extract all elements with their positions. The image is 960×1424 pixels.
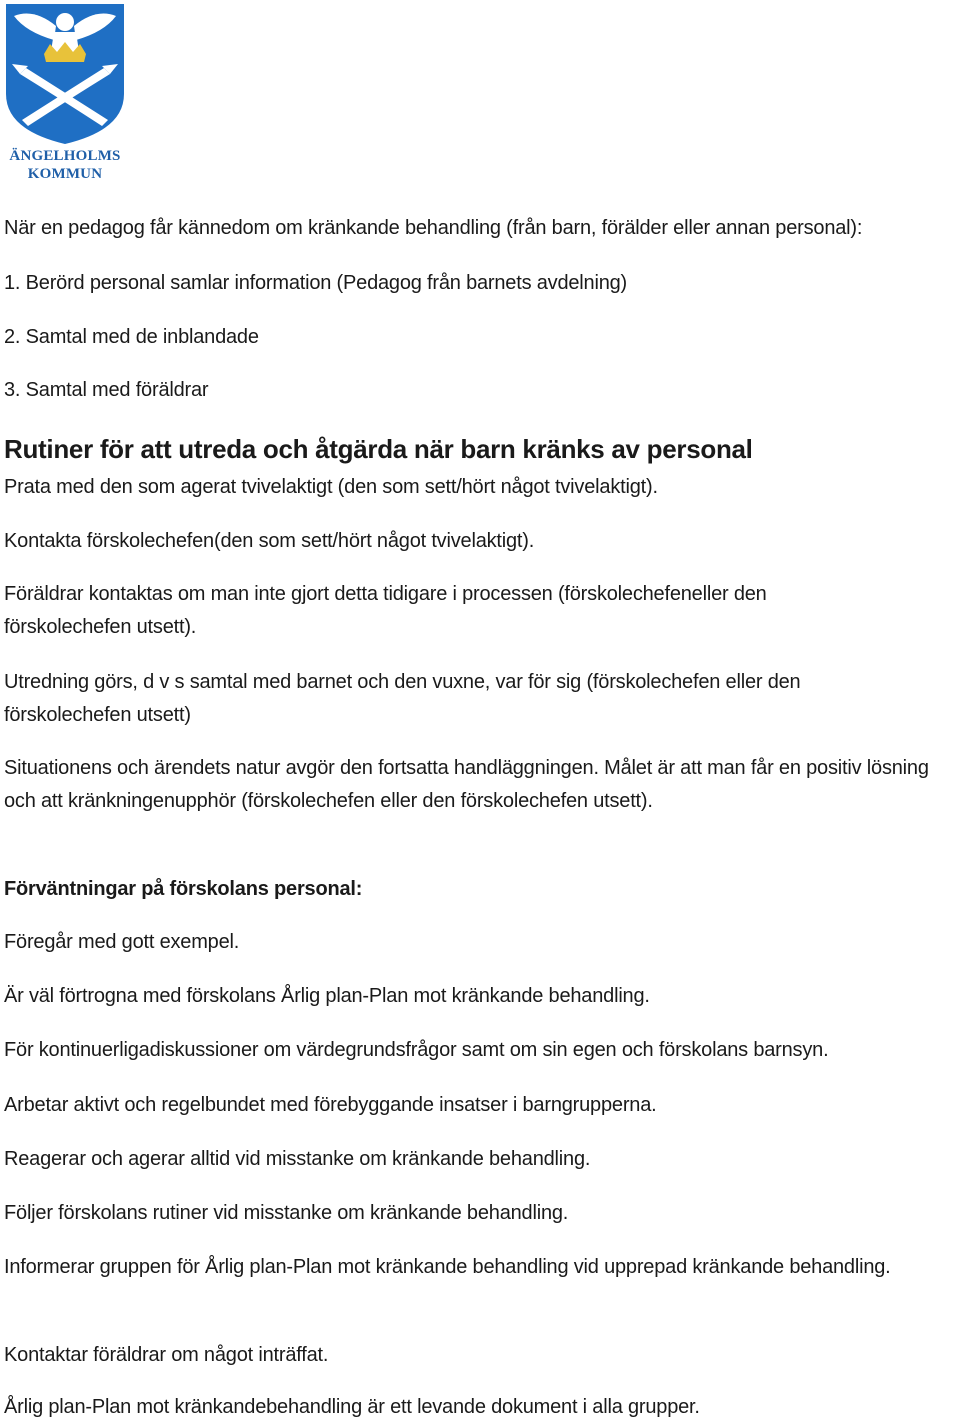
logo-text-line2: KOMMUN [27,166,103,182]
expectation-item-4: Arbetar aktivt och regelbundet med förebyggande insatser i barngrupperna. [4,1094,657,1116]
step-1: 1. Berörd personal samlar information (Pedagog från barnets avdelning) [4,272,628,294]
logo-text-line1: ÄNGELHOLMS [9,148,121,164]
routine-paragraph-4: Utredning görs, d v s samtal med barnet och den vuxne, var för sig (förskolechefen eller den förskolechefen utsett) [4,671,801,726]
municipality-logo [4,2,126,184]
routine-paragraph-1: Prata med den som agerat tvivelaktigt (den som sett/hört något tvivelaktigt). [4,476,658,498]
expectation-item-3: För kontinuerligadiskussioner om värdegrundsfrågor samt om sin egen och förskolans barnsyn. [4,1039,829,1061]
expectation-item-9: Årlig plan-Plan mot kränkandebehandling är ett levande dokument i alla grupper. [4,1396,700,1418]
routine-heading: Rutiner för att utreda och åtgärda när barn kränks av personal [4,434,753,464]
step-3: 3. Samtal med föräldrar [4,379,209,401]
expectation-item-6: Följer förskolans rutiner vid misstanke om kränkande behandling. [4,1202,569,1224]
intro-text: När en pedagog får kännedom om kränkande behandling (från barn, förälder eller annan personal): [4,217,863,239]
routine-paragraph-5: Situationens och ärendets natur avgör den fortsatta handläggningen. Målet är att man får en positiv lösning och att kränkningenupphör (förskolechefen eller den förskolechefen utsett). [4,757,929,812]
expectation-item-5: Reagerar och agerar alltid vid misstanke om kränkande behandling. [4,1148,591,1170]
expectation-item-8: Kontaktar föräldrar om något inträffat. [4,1344,329,1366]
routine-paragraph-2: Kontakta förskolechefen(den som sett/hört något tvivelaktigt). [4,530,535,552]
expectation-item-2: Är väl förtrogna med förskolans Årlig plan-Plan mot kränkande behandling. [4,985,650,1007]
coat-of-arms-icon [4,2,126,146]
expectations-heading: Förväntningar på förskolans personal: [4,878,363,900]
expectation-item-7: Informerar gruppen för Årlig plan-Plan mot kränkande behandling vid upprepad kränkande behandling. [4,1256,891,1278]
expectation-item-1: Föregår med gott exempel. [4,931,240,953]
step-2: 2. Samtal med de inblandade [4,326,259,348]
routine-paragraph-3: Föräldrar kontaktas om man inte gjort detta tidigare i processen (förskolechefeneller den förskolechefen utsett). [4,583,767,638]
